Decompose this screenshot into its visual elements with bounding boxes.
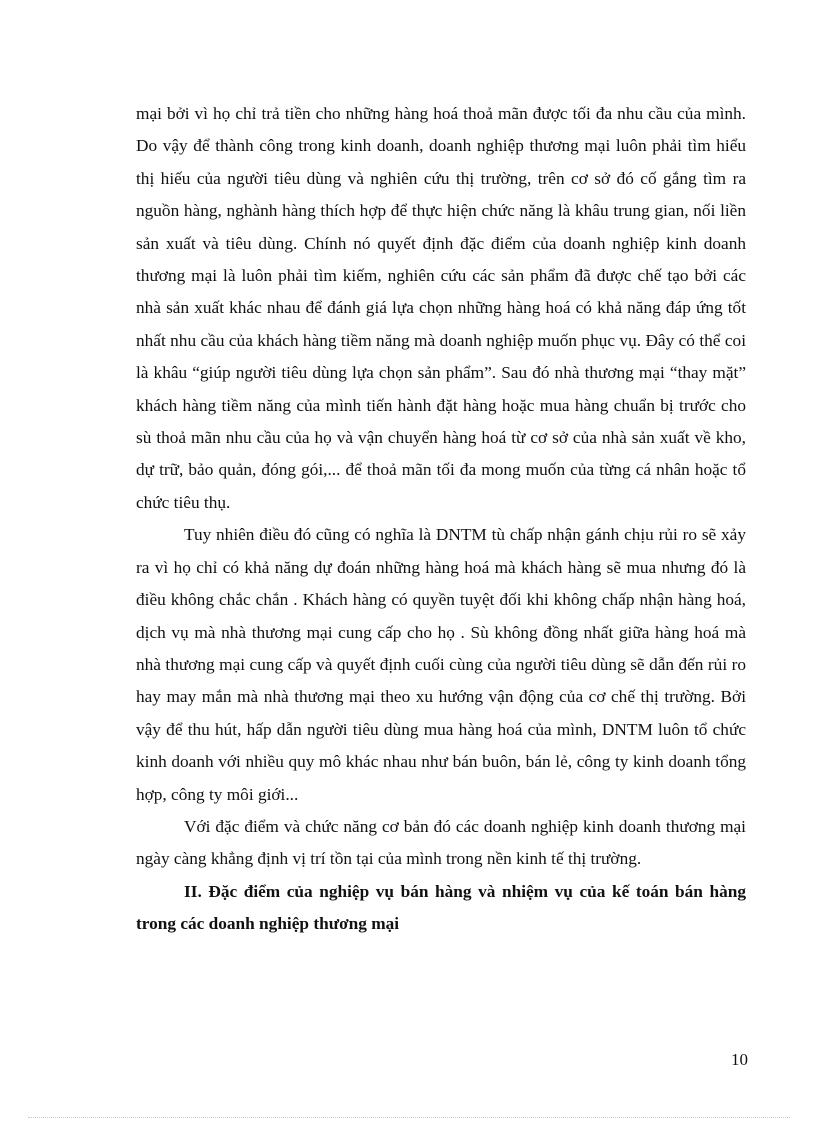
paragraph-conclusion: Với đặc điểm và chức năng cơ bản đó các doanh nghiệp kinh doanh thương mại ngày càng khẳng định vị trí tồn tại của mình trong nền kinh tế thị trường. (136, 816, 746, 869)
section-heading: II. Đặc điểm của nghiệp vụ bán hàng và nhiệm vụ của kế toán bán hàng trong các doanh nghiệp thương mại (136, 881, 746, 934)
page-number: 10 (731, 1050, 748, 1069)
footer-divider (28, 1117, 790, 1118)
paragraph-risk: Tuy nhiên điều đó cũng có nghĩa là DNTM tù chấp nhận gánh chịu rủi ro sẽ xảy ra vì họ chỉ có khả năng dự đoán những hàng hoá mà khách hàng sẽ mua nhưng đó là điều không chắc chắn . Khách hàng có quyền tuyệt đối khi không chấp nhận hàng hoá, dịch vụ mà nhà thương mại cung cấp cho họ . Sù không đồng nhất giữa hàng hoá mà nhà thương mại cung cấp và quyết định cuối cùng của người tiêu dùng sẽ dẫn đến rủi ro hay may mắn mà nhà thương mại theo xu hướng vận động của cơ chế thị trường. Bởi vậy để thu hút, hấp dẫn người tiêu dùng mua hàng hoá của mình, DNTM luôn tổ chức kinh doanh với nhiều quy mô khác nhau như bán buôn, bán lẻ, công ty kinh doanh tổng hợp, công ty môi giới... (136, 525, 746, 804)
paragraph-continuation: mại bởi vì họ chỉ trả tiền cho những hàng hoá thoả mãn được tối đa nhu cầu của mình. Do vậy để thành công trong kinh doanh, doanh nghiệp thương mại luôn phải tìm hiểu thị hiếu của người tiêu dùng và nghiên cứu thị trường, trên cơ sở đó cố gắng tìm ra nguồn hàng, nghành hàng thích hợp để thực hiện chức năng là khâu trung gian, nối liền sản xuất và tiêu dùng. Chính nó quyết định đặc điểm của doanh nghiệp kinh doanh thương mại là luôn phải tìm kiếm, nghiên cứu các sản phẩm đã được chế tạo bởi các nhà sản xuất khác nhau để đánh giá lựa chọn những hàng hoá có khả năng đáp ứng tốt nhất nhu cầu của khách hàng tiềm năng mà doanh nghiệp muốn phục vụ. Đây có thể coi là khâu “giúp người tiêu dùng lựa chọn sản phẩm”. Sau đó nhà thương mại “thay mặt” khách hàng tiềm năng của mình tiến hành đặt hàng hoặc mua hàng chuẩn bị trước cho sù thoả mãn nhu cầu của họ và vận chuyển hàng hoá từ cơ sở của nhà sản xuất về kho, dự trữ, bảo quản, đóng gói,... để thoả mãn tối đa mong muốn của từng cá nhân hoặc tổ chức tiêu thụ. (136, 104, 746, 512)
page-body (136, 98, 746, 941)
